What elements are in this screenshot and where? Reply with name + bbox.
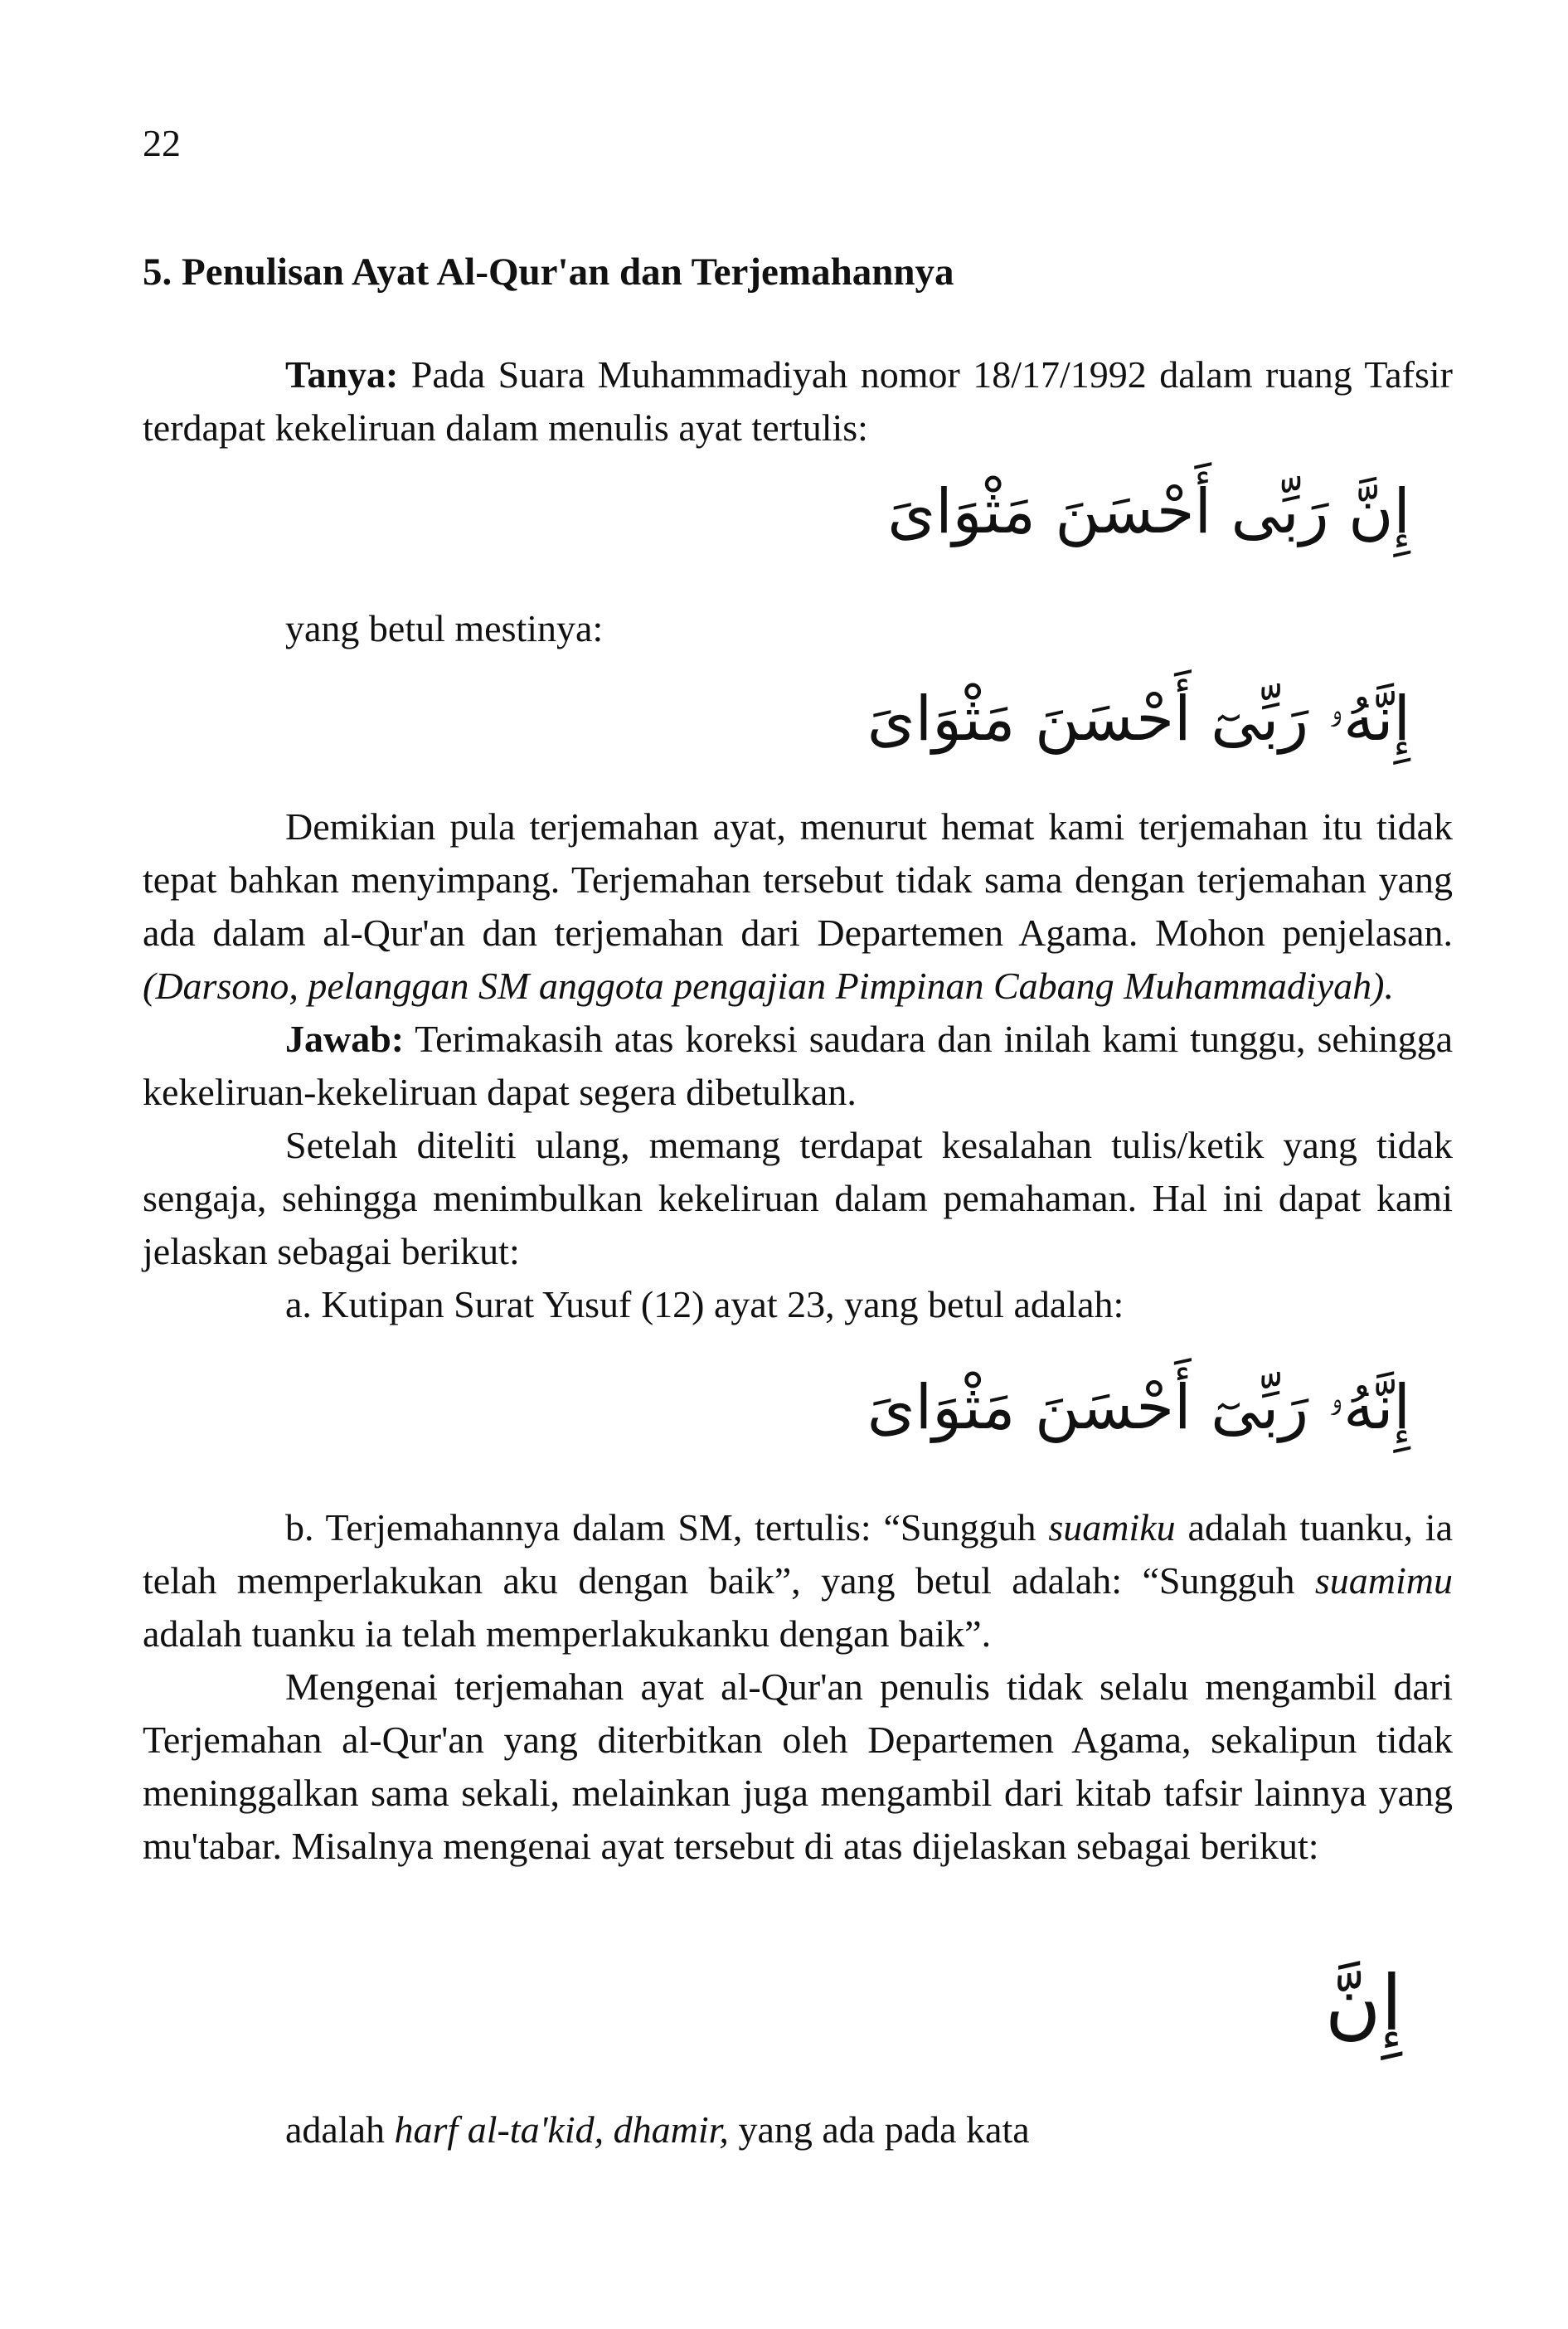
question-paragraph: [143, 348, 1453, 455]
translation-wrong-word: suamiku: [1048, 1506, 1176, 1549]
setelah-paragraph: Setelah diteliti ulang, memang terdapat kesalahan tulis/ketik yang tidak sengaja, sehingga menimbulkan kekeliruan dalam pemahaman. Hal ini dapat kami jelaskan sebagai berikut:: [143, 1124, 1453, 1272]
question-label: Tanya:: [285, 353, 399, 396]
kutipan-line: a. Kutipan Surat Yusuf (12) ayat 23, yang betul adalah:: [285, 1283, 1124, 1325]
arabic-verse-correct-2: إِنَّهُۥ رَبِّىٓ أَحْسَنَ مَثْوَاىَ: [867, 1372, 1410, 1443]
translation-text-2: adalah tuanku, ia telah memperlakukan aku dengan baik”, yang betul adalah: “Sungguh: [143, 1506, 1453, 1602]
arabic-word-inna: إِنَّ: [1324, 1959, 1402, 2048]
page-number: 22: [143, 122, 181, 164]
adalah-text-2: yang ada pada kata: [728, 2108, 1030, 2151]
questioner-signature: (Darsono, pelanggan SM anggota pengajian Pimpinan Cabang Muhammadiyah).: [143, 965, 1394, 1007]
translation-paragraph: [143, 1501, 1453, 1660]
adalah-text-1: adalah: [285, 2108, 395, 2151]
translation-section: [143, 1501, 1453, 1873]
demikian-text: Demikian pula terjemahan ayat, menurut hemat kami terjemahan itu tidak tepat bahkan menyimpang. Terjemahan tersebut tidak sama dengan terjemahan yang ada dalam al-Qur'an dan terjemahan dari Departemen Agama. Mohon penjelasan.: [143, 805, 1453, 954]
question-body: Pada Suara Muhammadiyah nomor 18/17/1992 dalam ruang Tafsir terdapat kekeliruan dalam menulis ayat tertulis:: [143, 353, 1453, 449]
main-body: [143, 800, 1453, 1331]
translation-text-3: adalah tuanku ia telah memperlakukanku dengan baik”.: [143, 1612, 992, 1655]
correct-form-label: yang betul mestinya:: [285, 607, 604, 649]
mengenai-paragraph: Mengenai terjemahan ayat al-Qur'an penulis tidak selalu mengambil dari Terjemahan al-Qur'an yang diterbitkan oleh Departemen Agama, sekalipun tidak meninggalkan sama sekali, melainkan juga mengambil dari kitab tafsir lainnya yang mu'tabar. Misalnya mengenai ayat tersebut di atas dijelaskan sebagai berikut:: [143, 1665, 1453, 1867]
answer-paragraph: [143, 1013, 1453, 1119]
answer-body: Terimakasih atas koreksi saudara dan inilah kami tunggu, sehingga kekeliruan-kekeliruan dapat segera dibetulkan.: [143, 1018, 1453, 1113]
translation-text-1: b. Terjemahannya dalam SM, tertulis: “Sungguh: [285, 1506, 1049, 1549]
adalah-line: [285, 2108, 1030, 2151]
arabic-verse-wrong: إِنَّ رَبِّى أَحْسَنَ مَثْوَاىَ: [887, 476, 1410, 547]
translation-correct-word: suamimu: [1314, 1559, 1453, 1602]
adalah-italic-terms: harf al-ta'kid, dhamir,: [394, 2108, 729, 2151]
arabic-verse-correct-1: إِنَّهُۥ رَبِّىٓ أَحْسَنَ مَثْوَاىَ: [867, 683, 1410, 755]
section-heading: 5. Penulisan Ayat Al-Qur'an dan Terjemahannya: [143, 250, 954, 294]
question-text: [143, 348, 1453, 455]
demikian-paragraph: [143, 800, 1453, 1013]
answer-label: Jawab:: [285, 1018, 405, 1060]
